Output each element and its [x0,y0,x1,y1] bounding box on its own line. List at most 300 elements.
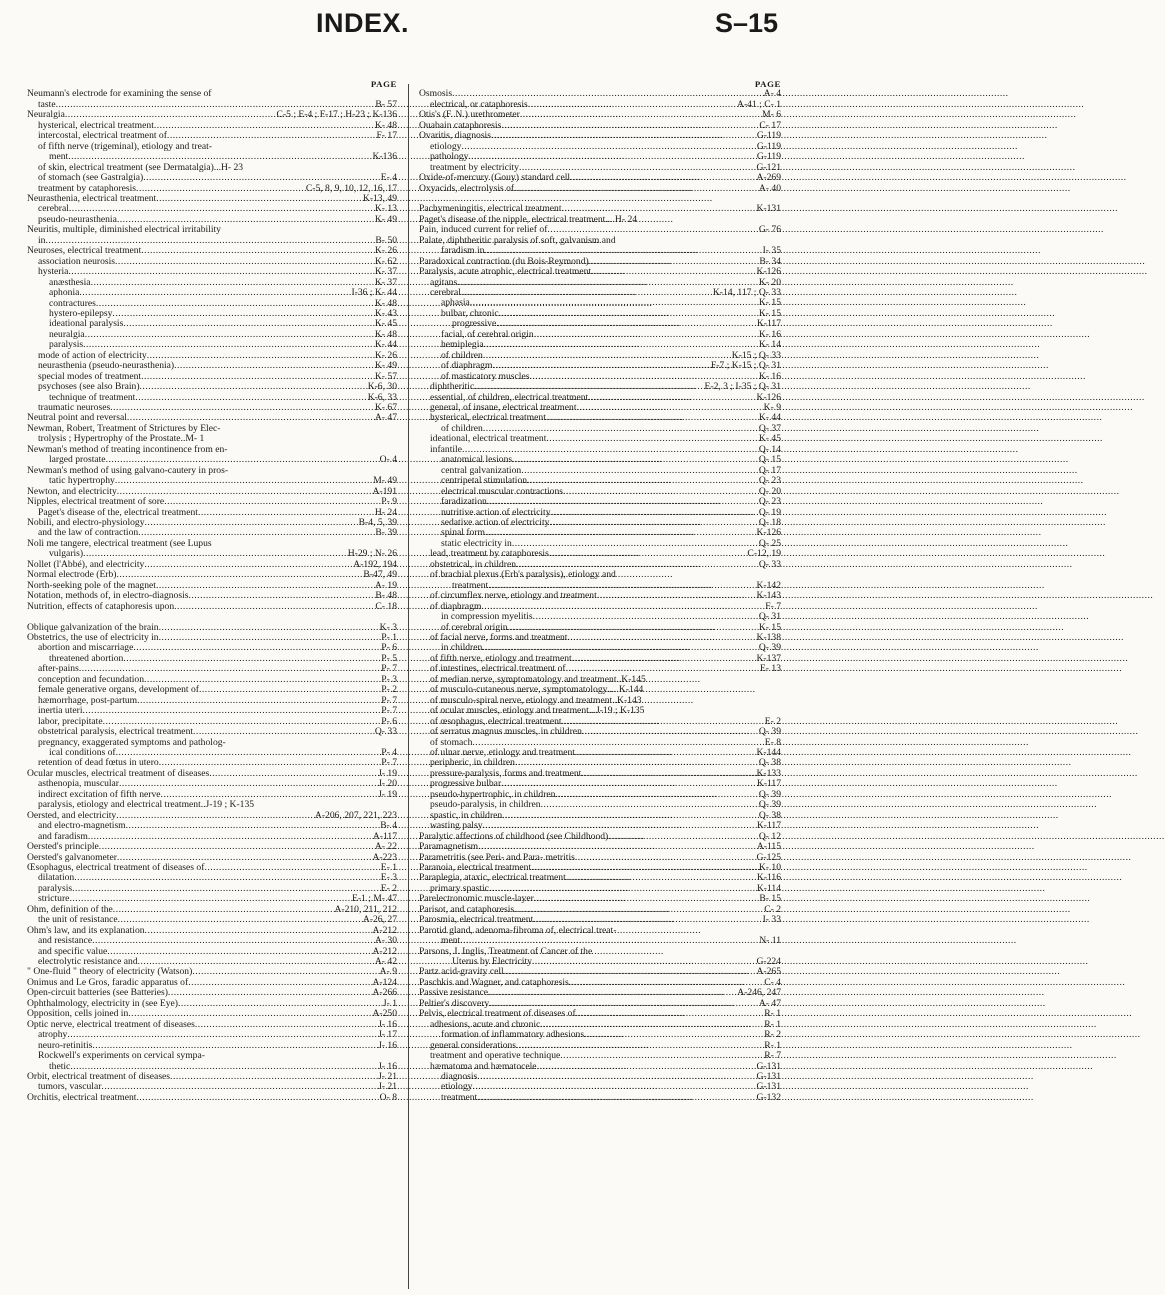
index-entry-page: K-114 [756,882,781,894]
index-entry-text: of facial nerve, forms and treatment [430,631,568,643]
index-entry-text: Notation, methods of, in electro-diagnosis [27,590,189,602]
index-entry-text: association neurosis [38,255,116,267]
index-entry-page: K- 44 [758,412,781,424]
index-entry [419,727,781,737]
index-entry-text: pregnancy, exaggerated symptoms and patholog- [38,736,226,748]
index-entry-text: paralysis [49,339,84,351]
index-entry [27,936,397,946]
index-entry-page: E- 13 [759,663,781,675]
index-entry-text: mode of action of electricity [38,349,147,361]
index-entry-page: J- 16 [378,1060,397,1072]
index-entry-text: formation of inflammatory adhesions [441,1029,585,1041]
index-entry-text: ideational, electrical treatment [430,433,547,445]
index-entry-page: K- 26 [374,245,397,257]
dot-leader [79,288,350,298]
index-entry-text: Paget's disease of the, electrical treatment [38,506,198,518]
index-entry-page: A- 22 [374,841,397,853]
index-entry-text: essential, of children, electrical treatment [430,391,589,403]
index-entry-text: Nobili, and electro-physiology [27,517,145,529]
index-entry-text: of masticatory muscles [441,370,530,382]
index-entry-page: B- 39 [375,527,397,539]
dot-leader [174,602,374,612]
index-entry-text: of musculo-cutaneous nerve, symptomatology.....K-144 [430,684,644,696]
index-entry-text: electrolytic resistance and [38,956,138,968]
index-entry-text: Œsophagus, electrical treatment of diseases of [27,861,205,873]
index-entry-page: Q- 23 [758,475,781,487]
index-entry-page: B-47, 49 [363,569,397,581]
index-entry-text: tatic hypertrophy [49,475,115,487]
index-entry-text: obstetrical paralysis, electrical treatment [38,726,194,738]
index-entry-page: Q- 38 [758,809,781,821]
index-entry-text: Paralysis, acute atrophic, electrical treatment [419,266,592,278]
index-entry-text: Neutral point and reversal [27,412,127,424]
index-entry-page: Q- 14 [758,443,781,455]
index-entry-page: P- 6 [381,642,397,654]
index-entry-text: of ulnar nerve, etiology and treatment [430,746,575,758]
index-entry [419,497,781,507]
index-entry-page: C-5, 8, 9, 10, 12, 16, 17 [305,182,397,194]
dot-leader [582,727,758,737]
index-entry-text: and the law of contraction [38,527,139,539]
index-entry-page: A-124 [372,976,397,988]
index-entry-text: Parsons, J. Inglis, Treatment of Cancer of the [419,945,593,957]
index-entry-text: agitans [430,276,458,288]
index-entry-page: A-269 [756,172,781,184]
index-entry-text: peripheric, in children [430,757,515,769]
dot-leader [140,382,367,392]
index-entry-text: of brachial plexus (Erb's paralysis), etiology and [430,569,616,581]
index-entry-page: B- 48 [375,590,397,602]
index-entry-page: A- 42 [374,956,397,968]
page-header [0,8,800,48]
index-entry-text: special modes of treatment [38,370,142,382]
index-entry [27,727,397,737]
index-entry-page: M- 6 [762,109,781,121]
index-entry-text: pseudo-paralysis, in children [430,799,541,811]
index-entry-page: F- 17 [376,130,397,142]
index-entry-text: Paget's disease of the nipple, electrical treatment....H- 24 [419,213,638,225]
index-entry-text: in compression myelitis [441,611,533,623]
index-entry [419,173,781,183]
index-entry [27,1093,397,1103]
index-entry-page: A-41 ; C- 1 [737,98,781,110]
index-entry-text: hysterical, electrical treatment [38,119,154,131]
index-entry-page: K-117 [756,820,781,832]
index-entry-text: inertia uteri [38,705,83,717]
index-entry-text: Optic nerve, electrical treatment of diseases [27,1018,195,1030]
index-entry-text: ical conditions of [49,746,116,758]
index-entry-page: E- 2 [380,882,397,894]
index-entry-page: G-131 [756,1081,781,1093]
index-entry-text: etiology [430,140,462,152]
index-entry-page: K-142 [756,579,781,591]
index-entry-text: pseudo-hypertrophic, in children [430,788,556,800]
index-entry-page: E- 3 [380,872,397,884]
index-entry-page: C- 2 [764,903,781,915]
index-column-right [419,79,781,1103]
index-entry-page: J- 21 [378,1081,397,1093]
index-entry-page: P- 9 [381,496,397,508]
index-entry-text: progressive [452,318,497,330]
index-entry-page: K- 10 [758,861,781,873]
index-entry-page: A- 30 [374,935,397,947]
index-entry [419,267,781,277]
index-entry [419,612,781,622]
index-entry-page: G-131 [756,1071,781,1083]
index-entry-page: K- 15 [758,621,781,633]
index-entry-page: B- 50 [375,234,397,246]
index-entry-text: in [38,234,46,246]
index-entry-page: K- 57 [374,370,397,382]
index-entry-page: R- 1 [764,1008,781,1020]
index-entry-text: hæmatoma and hæmatocele [430,1060,537,1072]
index-entry-text: pressure-paralysis, forms and treatment [430,767,582,779]
index-entry-page: K- 9 [763,402,781,414]
index-entry-page: K- 48 [374,119,397,131]
dot-leader [460,936,758,946]
index-entry-page: E-1 ; M- 47 [351,893,397,905]
index-entry-text: general, of insane, electrical treatment [430,402,577,414]
index-entry-page: J- 1 [382,997,397,1009]
index-entry-text: etiology [441,1081,473,1093]
dot-leader [570,173,755,183]
index-entry-page: Q- 15 [758,454,781,466]
index-entry-page: K-6, 30 [367,381,397,393]
index-entry-text: and electro-magnetism [38,820,126,832]
index-entry-page: K-126 [756,266,781,278]
index-entry-page: A-212 [372,945,397,957]
index-entry-page: P- 3 [381,673,397,685]
index-entry-page: P- 7 [381,705,397,717]
dot-leader [591,267,755,277]
index-entry [27,288,397,298]
index-entry-page: K-126 [756,391,781,403]
index-entry-page: P- 7 [381,694,397,706]
index-entry-text: anæsthesia [49,276,91,288]
index-entry-page: Q- 39 [758,788,781,800]
index-entry-text: of œsophagus, electrical treatment [430,715,562,727]
index-entry-text: North-seeking pole of the magnet [27,579,156,591]
index-entry-text: lead, treatment by cataphoresis [430,548,549,560]
index-entry-text: Paramagnetism [419,841,479,853]
index-entry-text: static electricity in [441,537,512,549]
index-entry-page: E- 2 [764,715,781,727]
index-entry-page: K-14, 117 ; Q- 33 [712,287,781,299]
index-entry-page: K- 26 [374,349,397,361]
dot-leader [99,842,374,852]
index-entry-page: K- 13 [374,203,397,215]
index-entry-text: hemiplegia [441,339,484,351]
index-entry-page: K- 16 [758,328,781,340]
index-entry-page: K-137 [756,652,781,664]
index-entry-text: of fifth nerve, etiology and treatment [430,652,572,664]
index-entry-page: K- 67 [374,402,397,414]
index-entry-page: K-6, 33 [367,391,397,403]
index-entry [27,602,397,612]
index-entry-page: P- 2 [381,684,397,696]
index-entry-text: of ocular muscles, etiology and treatment...J-19 ; K-135 [430,705,645,717]
index-entry-text: of stomach (see Gastralgia) [38,172,144,184]
index-entry-page: R- 7 [764,1050,781,1062]
index-entry-page: Q- 25 [758,537,781,549]
index-entry-page: P- 7 [381,663,397,675]
index-entry-text: Otis's (F. N.) urethrometer [419,109,520,121]
index-entry-page: Q- 37 [758,422,781,434]
index-entry-page: G-121 [756,161,781,173]
index-entry-text: Newman's method of treating incontinence from en- [27,443,228,455]
index-entry-text: Nutrition, effects of cataphoresis upon [27,600,175,612]
index-entry-page: A-246, 247 [737,987,781,999]
page-label: PAGE [370,79,397,89]
index-entry-page: A-266 [372,987,397,999]
index-entry-page: Q- 18 [758,517,781,528]
index-entry-text: Orchitis, electrical treatment [27,1091,137,1103]
index-entry-text: cerebral [430,287,461,299]
index-entry-page: C- 17 [759,119,781,131]
index-entry-text: Noli me tangere, electrical treatment (see Lupus [27,537,212,549]
index-entry-text: Partz acid-gravity cell [419,966,504,978]
index-entry-page: R- 1 [764,1039,781,1051]
index-entry-page: B- 15 [759,893,781,905]
index-entry-page: P- 6 [381,715,397,727]
index-entry-text: Passive resistance [419,987,489,999]
index-entry-page: A-117 [372,830,397,842]
page-title: INDEX. [316,8,410,38]
column-divider [408,84,409,1289]
dot-leader [514,184,758,194]
index-entry-text: facial, of cerebral origin [441,328,534,340]
index-entry-page: A- 40 [758,182,781,194]
index-entry-page: P- 1 [381,631,397,643]
index-entry-page: C-5 ; E-4 ; F-17 ; H-23 ; K-136 [276,109,397,121]
index-entry-text: ment [49,151,69,163]
index-entry-page: K- 48 [374,297,397,309]
index-entry-text: paralysis, etiology and electrical treatment..J-19 ; K-135 [38,799,255,811]
index-entry-text: intercostal, electrical treatment of [38,130,167,142]
index-entry-text: Uterus by Electricity [452,956,532,968]
index-entry-page: G-132 [756,1091,781,1103]
index-entry-text: treatment by cataphoresis [38,182,137,194]
index-entry-text: abortion and miscarriage [38,642,134,654]
index-entry-page: E-2, 3 ; I-35 ; Q- 31 [704,381,781,393]
index-entry-page: C-12, 19 [747,548,781,560]
index-entry-text: Neurasthenia, electrical treatment [27,192,157,204]
index-entry-text: Oxide-of-mercury (Gouy) standard cell [419,172,571,184]
index-entry-page: Q- 39 [758,799,781,811]
index-entry-text: of diaphragm [430,600,482,612]
index-entry-text: Pelvis, electrical treatment of diseases of [419,1008,576,1020]
index-entry-text: progressive bulbar [430,778,502,790]
index-entry-text: of circumflex nerve, etiology and treatment [430,590,597,602]
dot-leader [474,382,703,392]
index-entry [27,173,397,183]
index-entry-page: A-212 [372,924,397,936]
index-entry-page: K-131 [756,203,781,215]
index-entry-text: Pain, induced current for relief of [419,224,548,236]
index-entry-text: treatment and operative technique [430,1050,561,1062]
index-entry-text: Opposition, cells joined in [27,1008,129,1020]
index-entry-text: treatment by electricity [430,161,519,173]
index-entry-text: Orbit, electrical treatment of diseases [27,1071,171,1083]
index-entry [27,842,397,852]
index-entry-page: I- 35 [762,245,781,257]
index-entry-text: thetic [49,1060,71,1072]
index-entry-text: hysteria [38,266,69,278]
index-entry-text: neurasthenia (pseudo-neurasthenia) [38,360,175,372]
index-entry-text: Nollet (l'Abbé), and electricity [27,558,145,570]
index-entry-page: Q- 17 [758,464,781,476]
index-entry-text: spastic, in children [430,809,503,821]
index-entry-text: hystero-epilepsy [49,307,113,319]
index-entry-page: Q- 31 [758,611,781,623]
index-entry-text: trolysis ; Hypertrophy of the Prostate..M- 1 [38,433,205,445]
index-entry-page: K- 48 [374,328,397,340]
index-entry-text: nutritive action of electricity [441,506,551,518]
index-entry-text: diagnosis [441,1071,478,1083]
dot-leader [478,842,756,852]
index-entry [419,1051,781,1061]
index-entry-page: K-117 [756,318,781,330]
index-entry-page: G-119 [756,130,781,142]
index-entry-page: C- 4 [764,976,781,988]
index-entry-text: Parisot, and cataphoresis [419,903,515,915]
index-entry-text: hysterical, electrical treatment [430,412,546,424]
index-entry-text: Open-circuit batteries (see Batteries) [27,987,168,999]
index-entry-text: technique of treatment [49,391,136,403]
index-entry-text: labor, precipitate [38,715,103,727]
index-entry-page: K- 16 [758,370,781,382]
index-entry-page: R- 1 [764,1018,781,1030]
index-entry-text: taste [38,98,56,110]
index-entry-text: bulbar, chronic [441,307,499,319]
index-entry-text: ideational paralysis [49,318,124,330]
index-entry-page: K-133 [756,767,781,779]
index-entry-text: treatment [452,579,489,591]
index-entry-text: stricture [38,893,70,905]
index-entry-text: Ophthalmology, electricity in (see Eye) [27,997,178,1009]
index-entry-text: general considerations [430,1039,517,1051]
index-entry-page: P- 4 [381,746,397,758]
index-entry-page: A-192, 194 [353,558,397,570]
index-entry-text: Oersted's principle [27,841,99,853]
index-entry-text: Rockwell's experiments on cervical sympa- [38,1050,205,1062]
page-number: S–15 [714,8,778,38]
index-entry-page: J- 16 [378,1039,397,1051]
index-entry-page: K- 45 [374,318,397,330]
index-entry-page: K- 49 [374,213,397,225]
index-entry-text: Paraplegia, ataxic, electrical treatment [419,872,566,884]
index-entry-text: conception and fecundation [38,673,145,685]
index-entry-page: B- 57 [375,98,397,110]
index-entry [419,184,781,194]
index-entry-page: A-223 [372,851,397,863]
dot-leader [143,173,380,183]
index-entry-text: of fifth nerve (trigeminal), etiology and treat- [38,140,212,152]
index-entry-text: the unit of resistance [38,914,118,926]
index-entry-page: H-29 ; N- 26 [347,548,397,560]
index-entry-page: J- 19 [378,767,397,779]
index-entry-page: K- 37 [374,276,397,288]
dot-leader [92,936,374,946]
index-entry-page: G-131 [756,1060,781,1072]
index-entry-text: Palate, diphtheritic paralysis of soft, galvanism and [419,234,616,246]
index-entry-text: of cerebral origin [441,621,508,633]
index-entry-text: traumatic neuroses [38,402,111,414]
index-entry-text: Ouabain cataphoresis [419,119,502,131]
index-entry-text: psychoses (see also Brain) [38,381,140,393]
index-entry-page: A- 19 [374,579,397,591]
index-entry-page: J- 19 [378,788,397,800]
index-entry-text: paralysis [38,882,73,894]
index-entry-text: spinal form [441,527,485,539]
index-entry-text: of serratus magnus muscles, in children [430,726,582,738]
index-entry-text: treatment [441,1091,478,1103]
index-entry-text: Parametritis (see Peri- and Para- metritis [419,851,575,863]
index-entry-text: Parosmia, electrical treatment [419,914,534,926]
index-entry-text: female generative organs, development of [38,684,199,696]
dot-leader [477,1093,755,1103]
index-entry-page: A-115 [756,841,781,853]
index-entry-page: F-7 ; K-15 ; Q- 31 [710,360,781,372]
index-entry-text: obstetrical, in children [430,558,517,570]
index-entry-page: G-224 [756,956,781,968]
index-entry [419,842,781,852]
index-entry-page: Q- 12 [758,830,781,842]
index-entry-text: Parelectronomic muscle-layer [419,893,534,905]
index-entry-text: Paradoxical contraction (du Bois-Reymond) [419,255,589,267]
index-entry [27,497,397,507]
index-entry-page: I-36 ; K- 44 [351,287,397,299]
index-entry-page: K- 3 [379,621,397,633]
index-entry-text: infantile [430,443,462,455]
index-entry-text: centripetal stimulation [441,475,528,487]
index-entry-text: asthenopia, muscular [38,778,119,790]
index-entry-page: A-26, 27 [362,914,397,926]
page-label: PAGE [754,79,781,89]
index-entry-text: Oersted, and electricity [27,809,117,821]
index-entry-page: A-250 [372,1008,397,1020]
index-entry-page: P- 5 [381,652,397,664]
index-entry-text: Onimus and Le Gros, faradic apparatus of [27,976,189,988]
index-entry-text: Ohm's law, and its explanation [27,924,145,936]
index-entry-text: and faradism [38,830,88,842]
index-entry-text: central galvanization [441,464,522,476]
index-entry-page: K- 62 [374,255,397,267]
index-entry-text: electrical, or cataphoresis [430,98,528,110]
index-entry-text: aphasia [441,297,470,309]
index-entry-page: K-136 [372,151,397,163]
dot-leader [560,1051,763,1061]
index-entry-text: " One-fluid " theory of electricity (Watson) [27,966,193,978]
index-entry-page: A-210, 211, 212 [334,903,397,915]
dot-leader [136,1093,378,1103]
index-entry-page: K- 43 [374,307,397,319]
index-entry-text: Newman, Robert, Treatment of Strictures by Elec- [27,422,221,434]
index-entry-page: J- 21 [378,1071,397,1083]
index-entry-text: Oersted's galvanometer [27,851,117,863]
index-entry-text: Paralytic affections of childhood (see Childhood) [419,830,609,842]
index-entry-page: K- 37 [374,266,397,278]
index-entry-text: of stomach [430,736,473,748]
index-entry-text: faradization [441,496,487,508]
index-entry [419,936,781,946]
index-entry-text: pathology [430,151,469,163]
index-entry-page: K-138 [756,631,781,643]
index-entry-page: Q- 39 [758,726,781,738]
index-entry-text: of musculo-spiral nerve, etiology and treatment..K-143 [430,694,642,706]
index-entry-text: retention of dead fœtus in utero [38,757,159,769]
index-entry-text: adhesions, acute and chronic [430,1018,541,1030]
